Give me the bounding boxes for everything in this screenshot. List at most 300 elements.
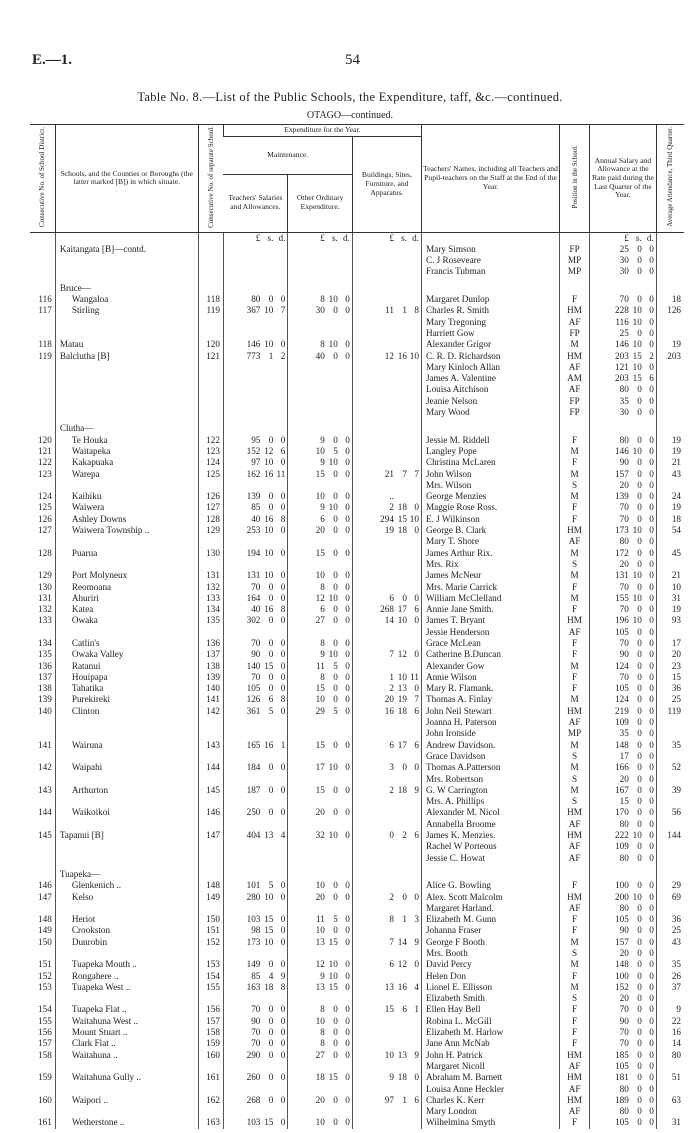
other-expenditure — [288, 1027, 352, 1038]
district-number — [30, 869, 55, 880]
teacher-name: E. J Wilkinson — [421, 514, 559, 525]
annual-salary-part: 0 — [649, 581, 654, 592]
district-number: 135 — [38, 649, 52, 660]
school-name: Waitahuna Gully .. — [55, 1072, 198, 1083]
average-attendance: 21 — [656, 457, 684, 468]
annual-salary-part: 0 — [649, 959, 654, 970]
table-row — [30, 1072, 684, 1083]
annual-salary-part: 0 — [637, 255, 642, 266]
salaries-amount-part: 0 — [268, 502, 274, 513]
annual-salary-part: 0 — [649, 948, 654, 958]
district-number: 116 — [38, 294, 52, 305]
other-expenditure-part: 0 — [333, 468, 338, 479]
salaries-amount-part: 15 — [264, 914, 274, 925]
school-name — [55, 1084, 198, 1095]
other-expenditure-part: 0 — [345, 880, 350, 891]
salaries-amount-part: 0 — [268, 581, 274, 592]
other-expenditure-part: 0 — [345, 294, 350, 305]
table-row — [30, 982, 684, 993]
annual-salary — [590, 841, 657, 852]
annual-salary-part: 10 — [632, 361, 642, 372]
annual-salary-part: 219 — [615, 705, 629, 716]
unit-pound: £ — [624, 232, 629, 243]
other-expenditure-part: 15 — [315, 739, 325, 750]
salaries-amount-part: 103 — [246, 1117, 261, 1128]
annual-salary-part: 80 — [619, 1083, 629, 1094]
teacher-name: Mary Kinloch Allan — [421, 362, 559, 373]
school-name: Wetherstone .. — [55, 1117, 198, 1128]
average-attendance — [656, 717, 684, 728]
table-row — [30, 869, 684, 880]
salaries-amount-part: 0 — [280, 880, 286, 891]
table-row — [30, 384, 684, 395]
other-expenditure-part: 27 — [315, 1049, 325, 1060]
district-number: 160 — [38, 1094, 52, 1105]
average-attendance: 63 — [656, 1095, 684, 1106]
teacher-position: F — [560, 638, 590, 649]
buildings-amount-part: 0 — [402, 592, 407, 603]
teacher-name: Harriett Gow — [421, 328, 559, 339]
buildings-amount — [352, 971, 421, 982]
other-expenditure-part: 0 — [333, 350, 338, 361]
annual-salary-part: 70 — [619, 1038, 629, 1049]
school-name: Clinton — [55, 706, 198, 717]
annual-salary-part: 0 — [637, 902, 642, 913]
salaries-amount — [223, 853, 287, 864]
annual-salary — [590, 717, 657, 728]
buildings-amount — [352, 1072, 421, 1083]
annual-salary — [590, 423, 657, 434]
school-number — [198, 244, 223, 255]
salaries-amount-part: 0 — [280, 660, 286, 671]
teacher-position: AF — [560, 627, 590, 638]
unit-row — [30, 232, 684, 244]
annual-salary-part: 30 — [619, 266, 629, 277]
school-number — [198, 903, 223, 914]
buildings-amount-part: 19 — [397, 694, 407, 705]
buildings-amount — [352, 672, 421, 683]
average-attendance: 69 — [656, 892, 684, 903]
table-row — [30, 1038, 684, 1049]
other-expenditure — [288, 683, 352, 694]
school-name: Reomoana — [55, 582, 198, 593]
annual-salary-part: 30 — [619, 407, 629, 418]
salaries-amount — [223, 971, 287, 982]
buildings-amount — [352, 480, 421, 491]
annual-salary-part: 0 — [649, 660, 654, 671]
annual-salary-part: 0 — [637, 266, 642, 277]
average-attendance: 52 — [656, 762, 684, 773]
salaries-amount-part: 0 — [268, 649, 274, 660]
buildings-amount-part: 10 — [409, 350, 419, 361]
buildings-amount-part: 12 — [397, 959, 407, 970]
annual-salary-part: 0 — [637, 581, 642, 592]
table-row — [30, 423, 684, 434]
teacher-name: John Wilson — [421, 469, 559, 480]
teacher-name: Lionel E. Ellisson — [421, 982, 559, 993]
buildings-amount — [352, 948, 421, 959]
annual-salary-part: 70 — [619, 637, 629, 648]
annual-salary-part: 70 — [619, 1004, 629, 1015]
annual-salary-part: 0 — [637, 1004, 642, 1015]
teacher-position: F — [560, 672, 590, 683]
teacher-position: F — [560, 1038, 590, 1049]
district-number: 118 — [38, 339, 52, 350]
buildings-amount-part: .. — [389, 491, 394, 502]
annual-salary-part: 0 — [637, 948, 642, 958]
teacher-name: William McClelland — [421, 593, 559, 604]
annual-salary-part: 25 — [619, 327, 629, 338]
average-attendance: 126 — [656, 305, 684, 316]
annual-salary — [590, 548, 657, 559]
school-name: Wangaloa — [55, 294, 198, 305]
annual-salary-part: 2 — [649, 350, 654, 361]
district-number — [30, 627, 55, 638]
buildings-amount-part: 2 — [389, 784, 394, 795]
other-expenditure-part: 13 — [315, 981, 325, 992]
district-number: 151 — [38, 959, 52, 970]
other-expenditure — [288, 328, 352, 339]
table-row — [30, 785, 684, 796]
teacher-position — [560, 283, 590, 294]
average-attendance — [656, 396, 684, 407]
annual-salary-part: 80 — [619, 1106, 629, 1117]
salaries-amount-part: 152 — [246, 445, 261, 456]
teacher-position: F — [560, 502, 590, 513]
other-expenditure — [288, 1095, 352, 1106]
teacher-name: Mary Tregoning — [421, 317, 559, 328]
district-number: 126 — [38, 513, 52, 524]
salaries-amount-part: 0 — [280, 959, 286, 970]
annual-salary-part: 100 — [615, 970, 629, 981]
annual-salary — [590, 1004, 657, 1015]
salaries-amount — [223, 937, 287, 948]
table-row — [30, 627, 684, 638]
teacher-name: Mary Wood — [421, 407, 559, 418]
school-name: Tuapeka Flat .. — [55, 1004, 198, 1015]
buildings-amount — [352, 717, 421, 728]
other-expenditure-part: 6 — [320, 604, 325, 615]
average-attendance — [656, 266, 684, 277]
annual-salary-part: 0 — [649, 784, 654, 795]
annual-salary-part: 0 — [637, 327, 642, 338]
teacher-position: AF — [560, 536, 590, 547]
other-expenditure-part: 0 — [345, 981, 350, 992]
other-expenditure-part: 0 — [345, 525, 350, 536]
teacher-position: S — [560, 774, 590, 785]
salaries-amount — [223, 892, 287, 903]
district-number — [30, 1084, 55, 1095]
average-attendance — [656, 948, 684, 959]
buildings-amount-part: 3 — [414, 914, 419, 925]
annual-salary-part: 80 — [619, 818, 629, 829]
annual-salary — [590, 373, 657, 384]
annual-salary-part: 105 — [615, 1060, 629, 1071]
other-expenditure-part: 0 — [345, 547, 350, 558]
salaries-amount-part: 140 — [246, 660, 261, 671]
salaries-amount — [223, 396, 287, 407]
teacher-name: Margaret Harland. — [421, 903, 559, 914]
salaries-amount-part: 0 — [280, 1015, 286, 1026]
teacher-name: Johanna Fraser — [421, 925, 559, 936]
other-expenditure-part: 0 — [345, 739, 350, 750]
buildings-amount-part: 0 — [414, 959, 419, 970]
other-expenditure-part: 10 — [328, 339, 338, 350]
annual-salary — [590, 1106, 657, 1117]
school-number: 125 — [198, 469, 223, 480]
other-expenditure — [288, 1106, 352, 1117]
teacher-position: F — [560, 1117, 590, 1128]
district-number: 124 — [38, 491, 52, 502]
col-teachers: Teachers' Names, including all Teachers and Pupil-teachers on the Staff at the End of the Year. — [421, 125, 559, 233]
annual-salary-part: 0 — [637, 880, 642, 891]
school-name — [55, 796, 198, 807]
buildings-amount-part: 17 — [397, 604, 407, 615]
other-expenditure-part: 15 — [315, 468, 325, 479]
buildings-amount-part: 9 — [414, 784, 419, 795]
other-expenditure-part: 9 — [320, 457, 325, 468]
salaries-amount-part: 9 — [280, 970, 286, 981]
salaries-amount-part: 0 — [268, 807, 274, 818]
buildings-amount — [352, 502, 421, 513]
salaries-amount-part: 12 — [264, 445, 274, 456]
teacher-name: Christina McLaren — [421, 457, 559, 468]
unit-d: d. — [412, 232, 419, 243]
other-expenditure-part: 0 — [345, 914, 350, 925]
salaries-amount — [223, 384, 287, 395]
school-name — [55, 396, 198, 407]
school-name: Rongahere .. — [55, 971, 198, 982]
district-number — [30, 1061, 55, 1072]
salaries-amount — [223, 480, 287, 491]
district-number — [30, 796, 55, 807]
teacher-name — [421, 423, 559, 434]
table-row — [30, 615, 684, 626]
average-attendance: 18 — [656, 294, 684, 305]
salaries-amount — [223, 683, 287, 694]
teacher-name: Mrs. Booth — [421, 948, 559, 959]
school-number: 148 — [198, 880, 223, 891]
school-name: Kakapuaka — [55, 457, 198, 468]
salaries-amount — [223, 717, 287, 728]
other-expenditure-part: 10 — [315, 570, 325, 581]
teacher-position: FP — [560, 244, 590, 255]
buildings-amount — [352, 514, 421, 525]
salaries-amount-part: 8 — [280, 694, 286, 705]
table-row — [30, 1027, 684, 1038]
annual-salary-part: 0 — [637, 468, 642, 479]
buildings-amount-part: 15 — [384, 1004, 394, 1015]
school-number — [198, 796, 223, 807]
salaries-amount-part: 184 — [246, 762, 261, 773]
buildings-amount-part: 13 — [397, 683, 407, 694]
salaries-amount — [223, 672, 287, 683]
salaries-amount — [223, 638, 287, 649]
other-expenditure — [288, 762, 352, 773]
table-row — [30, 853, 684, 864]
school-number: 133 — [198, 593, 223, 604]
other-expenditure-part: 10 — [328, 959, 338, 970]
annual-salary-part: 0 — [637, 407, 642, 418]
col-school-no: Consecutive No. of separate School. — [198, 125, 223, 233]
salaries-amount-part: 367 — [246, 305, 261, 316]
school-name: Waiwera Township .. — [55, 525, 198, 536]
other-expenditure-part: 13 — [315, 936, 325, 947]
salaries-amount-part: 0 — [268, 683, 274, 694]
salaries-amount-part: 0 — [280, 936, 286, 947]
annual-salary-part: 90 — [619, 925, 629, 936]
other-expenditure-part: 0 — [333, 784, 338, 795]
teacher-position: AF — [560, 1061, 590, 1072]
buildings-amount — [352, 1095, 421, 1106]
annual-salary — [590, 853, 657, 864]
school-number: 128 — [198, 514, 223, 525]
annual-salary-part: 0 — [649, 818, 654, 829]
school-number — [198, 384, 223, 395]
annual-salary-part: 0 — [637, 925, 642, 936]
teacher-name: G. W Carrington — [421, 785, 559, 796]
school-number — [198, 869, 223, 880]
unit-d: d. — [278, 232, 286, 243]
salaries-amount — [223, 457, 287, 468]
other-expenditure — [288, 305, 352, 316]
district-number: 150 — [38, 936, 52, 947]
other-expenditure-part: 0 — [345, 959, 350, 970]
district-number: 157 — [38, 1038, 52, 1049]
salaries-amount-part: 0 — [280, 1094, 286, 1105]
buildings-amount — [352, 1061, 421, 1072]
annual-salary-part: 0 — [649, 407, 654, 418]
annual-salary-part: 109 — [615, 717, 629, 728]
salaries-amount — [223, 959, 287, 970]
teacher-position: F — [560, 1004, 590, 1015]
teacher-name: Charles K. Kerr — [421, 1095, 559, 1106]
other-expenditure-part: 0 — [345, 891, 350, 902]
salaries-amount — [223, 1004, 287, 1015]
salaries-amount-part: 0 — [280, 592, 286, 603]
district-number: 131 — [38, 592, 52, 603]
teacher-name: Margaret Nicoll — [421, 1061, 559, 1072]
buildings-amount-part: 7 — [402, 468, 407, 479]
buildings-amount-part: 18 — [397, 705, 407, 716]
annual-salary-part: 0 — [637, 784, 642, 795]
salaries-amount-part: 0 — [280, 649, 286, 660]
salaries-amount-part: 0 — [268, 1004, 274, 1015]
school-number — [198, 1106, 223, 1117]
buildings-amount-part: 18 — [397, 502, 407, 513]
district-number: 121 — [38, 445, 52, 456]
annual-salary-part: 0 — [637, 728, 642, 739]
col-schools: Schools, and the Counties or Boroughs (the latter marked [B]) in which situate. — [55, 125, 198, 233]
buildings-amount-part: 3 — [389, 762, 394, 773]
average-attendance: 43 — [656, 469, 684, 480]
annual-salary-part: 0 — [649, 694, 654, 705]
annual-salary — [590, 706, 657, 717]
teacher-position: HM — [560, 706, 590, 717]
teacher-position: AF — [560, 317, 590, 328]
other-expenditure-part: 0 — [345, 339, 350, 350]
buildings-amount-part: 16 — [397, 981, 407, 992]
school-number: 152 — [198, 937, 223, 948]
annual-salary-part: 80 — [619, 536, 629, 547]
annual-salary-part: 0 — [649, 626, 654, 637]
salaries-amount — [223, 266, 287, 277]
average-attendance: 19 — [656, 502, 684, 513]
salaries-amount-part: 0 — [280, 671, 286, 682]
average-attendance: 51 — [656, 1072, 684, 1083]
buildings-amount-part: 10 — [397, 615, 407, 626]
buildings-amount-part: 0 — [414, 525, 419, 536]
table-row — [30, 491, 684, 502]
annual-salary-part: 0 — [649, 1060, 654, 1071]
school-name: Matau — [55, 339, 198, 350]
annual-salary — [590, 514, 657, 525]
salaries-amount-part: 70 — [251, 637, 261, 648]
annual-salary-part: 139 — [615, 491, 629, 502]
annual-salary-part: 80 — [619, 434, 629, 445]
other-expenditure — [288, 892, 352, 903]
average-attendance — [656, 853, 684, 864]
other-expenditure — [288, 1050, 352, 1061]
school-number: 144 — [198, 762, 223, 773]
buildings-amount — [352, 819, 421, 830]
annual-salary-part: 90 — [619, 457, 629, 468]
district-number: 142 — [38, 762, 52, 773]
annual-salary-part: 0 — [649, 1004, 654, 1015]
teacher-position: FP — [560, 328, 590, 339]
annual-salary — [590, 694, 657, 705]
school-name: Port Molyneux — [55, 570, 198, 581]
teacher-position: AF — [560, 362, 590, 373]
school-name: Dunrobin — [55, 937, 198, 948]
other-expenditure — [288, 785, 352, 796]
district-number — [30, 480, 55, 491]
annual-salary-part: 0 — [637, 660, 642, 671]
annual-salary — [590, 317, 657, 328]
school-name: Clutha— — [55, 423, 198, 434]
buildings-amount — [352, 305, 421, 316]
annual-salary-part: 0 — [637, 705, 642, 716]
other-expenditure-part: 8 — [320, 581, 325, 592]
buildings-amount — [352, 604, 421, 615]
buildings-amount-part: 2 — [389, 891, 394, 902]
teacher-position: AF — [560, 819, 590, 830]
annual-salary — [590, 1038, 657, 1049]
buildings-amount-part: 9 — [414, 1049, 419, 1060]
salaries-amount-part: 10 — [264, 525, 274, 536]
annual-salary-part: 0 — [649, 536, 654, 547]
table-row — [30, 638, 684, 649]
buildings-amount — [352, 892, 421, 903]
other-expenditure-part: 0 — [333, 683, 338, 694]
other-expenditure-part: 0 — [333, 637, 338, 648]
annual-salary-part: 0 — [637, 936, 642, 947]
average-attendance — [656, 328, 684, 339]
school-number — [198, 717, 223, 728]
salaries-amount-part: 0 — [280, 925, 286, 936]
buildings-amount-part: 8 — [389, 914, 394, 925]
salaries-amount — [223, 1117, 287, 1128]
annual-salary-part: 0 — [637, 762, 642, 773]
district-number: 128 — [38, 547, 52, 558]
salaries-amount-part: 0 — [268, 1049, 274, 1060]
annual-salary-part: 0 — [649, 294, 654, 305]
annual-salary-part: 80 — [619, 384, 629, 395]
school-name: Tapanui [B] — [55, 830, 198, 841]
table-row — [30, 880, 684, 891]
annual-salary-part: 121 — [615, 361, 629, 372]
teacher-name: John Ironside — [421, 728, 559, 739]
